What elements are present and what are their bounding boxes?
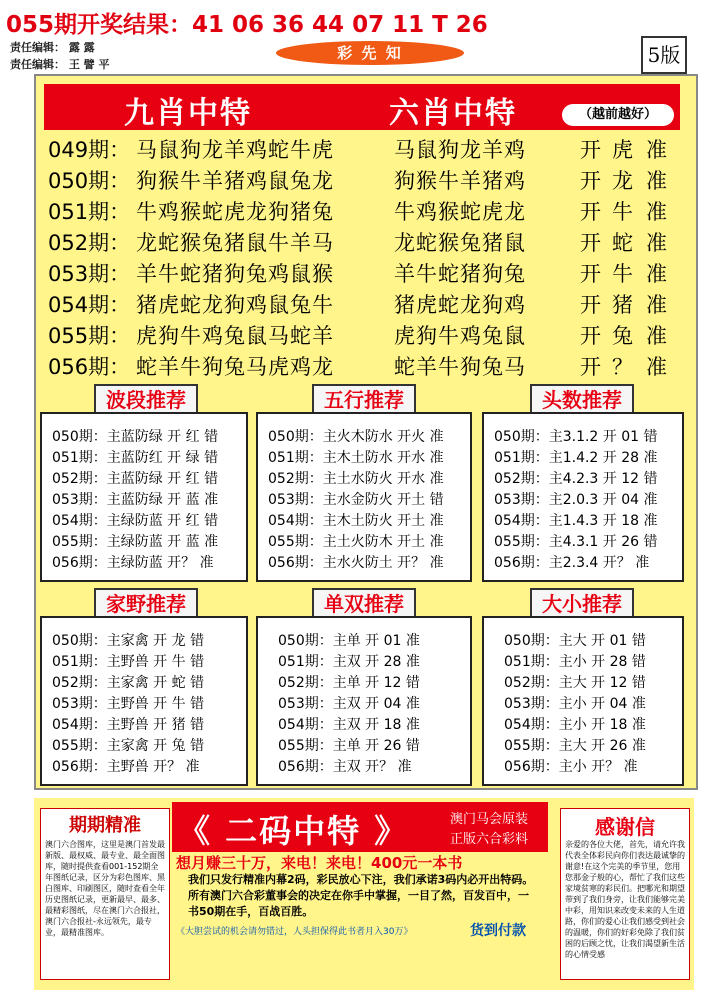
list-item: 052期：主4.2.3 开 12 错 xyxy=(494,471,658,487)
ad-body: 我们只发行精准内幕2码，彩民放心下注，我们承诺3码内必开出特码。所有澳门六合彩董事会的决定在你手中掌握，一目了然，百发百中，一书50期在手，百战百胜。 xyxy=(188,873,534,918)
row-six: 蛇羊牛狗兔马 xyxy=(394,355,526,379)
editor-line-2: 责任编辑： 王 譬 平 xyxy=(10,58,110,71)
list-item: 056期：主野兽 开？ 准 xyxy=(52,759,200,775)
row-zodiac: 牛 xyxy=(612,200,633,224)
row-period: 055期： xyxy=(48,324,131,348)
row-verdict: 准 xyxy=(646,324,667,348)
section-box-head-number xyxy=(482,412,684,582)
cod-label: 货到付款 xyxy=(470,923,526,939)
row-nine: 狗猴牛羊猪鸡鼠兔龙 xyxy=(136,169,334,193)
list-item: 052期：主土水防火 开水 准 xyxy=(268,471,444,487)
list-item: 054期：主小 开 18 准 xyxy=(504,717,646,733)
main-row xyxy=(44,258,684,289)
list-item: 051期：主小 开 28 错 xyxy=(504,654,646,670)
row-six: 猪虎蛇龙狗鸡 xyxy=(394,293,526,317)
row-verdict: 准 xyxy=(646,231,667,255)
banner-left-title: 九肖中特 xyxy=(124,96,252,131)
list-item: 055期：主4.3.1 开 26 错 xyxy=(494,534,658,550)
row-period: 056期： xyxy=(48,355,131,379)
section-box-five-elements xyxy=(256,412,472,582)
section-box-domestic-wild xyxy=(40,616,248,786)
thanks-letter-box xyxy=(560,808,690,980)
row-open: 开 xyxy=(580,169,601,193)
thanks-letter-body: 亲爱的各位大佬，首先，请允许我代表全体彩民向你们表达最诚挚的谢意!在这个完美的季节里，您用您那金子般的心，帮忙了我们这些家境贫寒的彩民们。把哪光和期望带到了我们身旁，让我们能够完美中彩，用知识来改变未来的人生道路，你们的爱心让我们感受到社会的温暖，你们的好彩免除了我们贫困的后顾之忧，让我们渴望新生活的心情受感 xyxy=(565,840,685,959)
main-row xyxy=(44,289,684,320)
row-open: 开 xyxy=(580,262,601,286)
ad-main-title: 《 二码中特 》 xyxy=(178,812,409,850)
section-title-odd-even: 单双推荐 xyxy=(312,588,416,620)
row-nine: 猪虎蛇龙狗鸡鼠兔牛 xyxy=(136,293,334,317)
row-nine: 龙蛇猴兔猪鼠牛羊马 xyxy=(136,231,334,255)
list-item: 050期：主火木防水 开火 准 xyxy=(268,429,444,445)
row-six: 虎狗牛鸡兔鼠 xyxy=(394,324,526,348)
row-six: 羊牛蛇猪狗兔 xyxy=(394,262,526,286)
main-row xyxy=(44,165,684,196)
list-item: 053期：主野兽 开 牛 错 xyxy=(52,696,205,712)
list-item: 056期：主小 开？ 准 xyxy=(504,759,638,775)
row-verdict: 准 xyxy=(646,355,667,379)
list-item: 052期：主蓝防绿 开 红 错 xyxy=(52,471,219,487)
row-six: 狗猴牛羊猪鸡 xyxy=(394,169,526,193)
row-nine: 马鼠狗龙羊鸡蛇牛虎 xyxy=(136,138,334,162)
ad-side-text-1: 澳门马会原装 xyxy=(450,812,529,827)
list-item: 055期：主土火防木 开土 准 xyxy=(268,534,444,550)
section-title-domestic-wild: 家野推荐 xyxy=(94,588,198,620)
row-zodiac: 猪 xyxy=(612,293,633,317)
row-nine: 蛇羊牛狗兔马虎鸡龙 xyxy=(136,355,334,379)
row-verdict: 准 xyxy=(646,200,667,224)
header-title: 055期开奖结果：41 06 36 44 07 11 T 26 xyxy=(6,12,488,38)
ad-slogan: 想月赚三十万，来电！来电！400元一本书 xyxy=(176,854,463,872)
left-info-box xyxy=(40,808,170,980)
ad-banner xyxy=(172,802,548,852)
ad-footer: 《大胆尝试的机会请勿错过，人头担保得此书者月入30万》 xyxy=(176,927,413,937)
list-item: 052期：主大 开 12 错 xyxy=(504,675,646,691)
row-period: 054期： xyxy=(48,293,131,317)
row-six: 牛鸡猴蛇虎龙 xyxy=(394,200,526,224)
row-zodiac: 蛇 xyxy=(612,231,633,255)
row-verdict: 准 xyxy=(646,262,667,286)
row-zodiac: 虎 xyxy=(612,138,633,162)
list-item: 053期：主小 开 04 准 xyxy=(504,696,646,712)
list-item: 055期：主大 开 26 准 xyxy=(504,738,646,754)
row-six: 龙蛇猴兔猪鼠 xyxy=(394,231,526,255)
list-item: 050期：主蓝防绿 开 红 错 xyxy=(52,429,219,445)
row-zodiac: 牛 xyxy=(612,262,633,286)
list-item: 054期：主双 开 18 准 xyxy=(278,717,420,733)
section-box-wave xyxy=(40,412,248,582)
section-title-five-elements: 五行推荐 xyxy=(312,384,416,416)
list-item: 051期：主1.4.2 开 28 准 xyxy=(494,450,658,466)
left-info-title: 期期精准 xyxy=(69,815,141,836)
list-item: 051期：主木土防水 开水 准 xyxy=(268,450,444,466)
row-zodiac: 兔 xyxy=(612,324,633,348)
editor-line-1: 责任编辑： 露 露 xyxy=(10,41,95,54)
row-verdict: 准 xyxy=(646,138,667,162)
row-open: 开 xyxy=(580,324,601,348)
row-nine: 虎狗牛鸡兔鼠马蛇羊 xyxy=(136,324,334,348)
list-item: 051期：主野兽 开 牛 错 xyxy=(52,654,205,670)
list-item: 050期：主大 开 01 错 xyxy=(504,633,646,649)
edition-label: 5版 xyxy=(641,36,687,74)
ad-side-text-2: 正版六合彩料 xyxy=(450,832,529,847)
section-title-head-number: 头数推荐 xyxy=(530,384,634,416)
row-period: 053期： xyxy=(48,262,131,286)
main-row xyxy=(44,196,684,227)
list-item: 052期：主单 开 12 错 xyxy=(278,675,420,691)
row-period: 049期： xyxy=(48,138,131,162)
list-item: 056期：主双 开？ 准 xyxy=(278,759,412,775)
list-item: 052期：主家禽 开 蛇 错 xyxy=(52,675,205,691)
row-period: 051期： xyxy=(48,200,131,224)
list-item: 056期：主绿防蓝 开？ 准 xyxy=(52,555,214,571)
section-title-big-small: 大小推荐 xyxy=(530,588,634,620)
row-open: 开 xyxy=(580,293,601,317)
row-open: 开 xyxy=(580,138,601,162)
list-item: 050期：主单 开 01 准 xyxy=(278,633,420,649)
list-item: 055期：主绿防蓝 开 蓝 准 xyxy=(52,534,219,550)
title-banner xyxy=(44,84,680,130)
list-item: 056期：主2.3.4 开？ 准 xyxy=(494,555,650,571)
row-period: 052期： xyxy=(48,231,131,255)
thanks-letter-title: 感谢信 xyxy=(595,815,655,839)
row-six: 马鼠狗龙羊鸡 xyxy=(394,138,526,162)
row-open: 开 xyxy=(580,231,601,255)
list-item: 051期：主双 开 28 准 xyxy=(278,654,420,670)
list-item: 054期：主木土防火 开土 准 xyxy=(268,513,444,529)
row-open: 开 xyxy=(580,200,601,224)
list-item: 055期：主家禽 开 兔 错 xyxy=(52,738,205,754)
main-row xyxy=(44,351,684,382)
list-item: 050期：主3.1.2 开 01 错 xyxy=(494,429,658,445)
list-item: 050期：主家禽 开 龙 错 xyxy=(52,633,205,649)
list-item: 054期：主野兽 开 猪 错 xyxy=(52,717,205,733)
left-info-body: 澳门六合图库，这里是澳门首发最新版、最权威、最专业、最全面图库，随时提供查看001-152期全年图纸记录，区分为彩色图库、黑白图库、印刷图区，随时查看全年历史图纸记录，更新最早、最多、最精彩图纸，尽在澳门六合报社，澳门六合报社-永远领先，最专业，最精准图库。 xyxy=(45,840,165,937)
list-item: 056期：主水火防土 开？ 准 xyxy=(268,555,444,571)
brand-badge: 彩 先 知 xyxy=(276,41,464,65)
list-item: 054期：主1.4.3 开 18 准 xyxy=(494,513,658,529)
section-box-odd-even xyxy=(256,616,472,786)
list-item: 053期：主双 开 04 准 xyxy=(278,696,420,712)
row-period: 050期： xyxy=(48,169,131,193)
list-item: 053期：主蓝防绿 开 蓝 准 xyxy=(52,492,219,508)
main-row xyxy=(44,134,684,165)
list-item: 053期：主水金防火 开土 错 xyxy=(268,492,444,508)
main-row xyxy=(44,227,684,258)
list-item: 055期：主单 开 26 错 xyxy=(278,738,420,754)
list-item: 054期：主绿防蓝 开 红 错 xyxy=(52,513,219,529)
row-verdict: 准 xyxy=(646,169,667,193)
row-nine: 牛鸡猴蛇虎龙狗猪兔 xyxy=(136,200,334,224)
row-verdict: 准 xyxy=(646,293,667,317)
section-box-big-small xyxy=(482,616,684,786)
row-open: 开 xyxy=(580,355,601,379)
list-item: 053期：主2.0.3 开 04 准 xyxy=(494,492,658,508)
main-row xyxy=(44,320,684,351)
banner-note: （越前越好） xyxy=(562,104,674,126)
row-zodiac: 龙 xyxy=(612,169,633,193)
banner-right-title: 六肖中特 xyxy=(389,96,517,131)
list-item: 051期：主蓝防红 开 绿 错 xyxy=(52,450,219,466)
row-zodiac: ？ xyxy=(612,355,633,379)
row-nine: 羊牛蛇猪狗兔鸡鼠猴 xyxy=(136,262,334,286)
section-title-wave: 波段推荐 xyxy=(94,384,198,416)
